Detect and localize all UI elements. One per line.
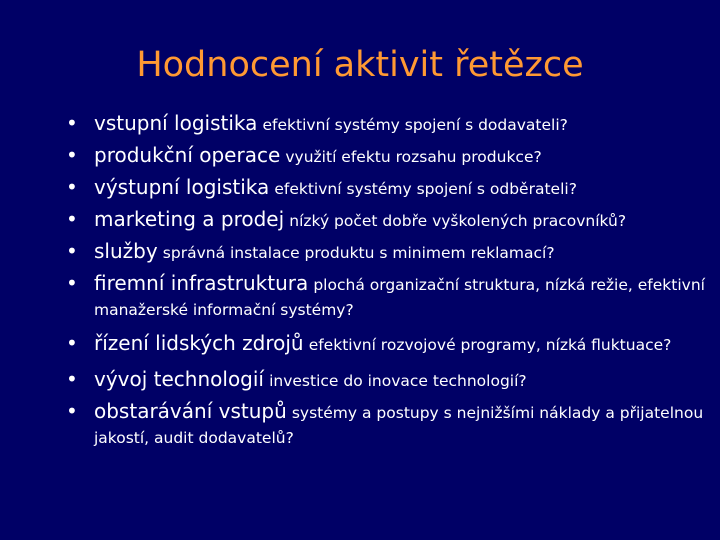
bullet-icon: •	[66, 239, 78, 263]
bullet-heading: vývoj technologií	[94, 367, 264, 391]
bullet-item-sluzby	[66, 236, 706, 268]
bullet-heading: služby	[94, 239, 158, 263]
bullet-icon: •	[66, 271, 78, 295]
bullet-heading: řízení lidských zdrojů	[94, 331, 304, 355]
bullet-item-produkcni-operace	[66, 140, 706, 172]
bullet-item-obstaravani-vstupu	[66, 396, 706, 450]
bullet-item-firemni-infrastruktura	[66, 268, 706, 322]
bullet-heading: výstupní logistika	[94, 175, 270, 199]
bullet-description: využití efektu rozsahu produkce?	[285, 148, 542, 166]
bullet-icon: •	[66, 331, 78, 355]
bullet-description: systémy a postupy s nejnižšími náklady a přijatelnou jakostí, audit dodavatelů?	[94, 404, 704, 447]
bullet-item-marketing-a-prodej	[66, 204, 706, 236]
bullet-description: správná instalace produktu s minimem reklamací?	[162, 244, 555, 262]
bullet-description: nízký počet dobře vyškolených pracovníků?	[289, 212, 627, 230]
bullet-heading: marketing a prodej	[94, 207, 285, 231]
bullet-description: efektivní systémy spojení s dodavateli?	[262, 116, 568, 134]
bullet-list	[66, 108, 706, 450]
bullet-heading: firemní infrastruktura	[94, 271, 309, 295]
bullet-item-vystupni-logistika	[66, 172, 706, 204]
bullet-icon: •	[66, 399, 78, 423]
slide-title: Hodnocení aktivit řetězce	[136, 45, 584, 85]
bullet-icon: •	[66, 143, 78, 167]
bullet-icon: •	[66, 175, 78, 199]
bullet-item-vyvoj-technologii	[66, 364, 706, 396]
bullet-heading: produkční operace	[94, 143, 281, 167]
bullet-icon: •	[66, 207, 78, 231]
bullet-icon: •	[66, 367, 78, 391]
bullet-description: plochá organizační struktura, nízká režie, efektivní manažerské informační systémy?	[94, 276, 705, 319]
bullet-description: efektivní rozvojové programy, nízká fluktuace?	[308, 336, 672, 354]
bullet-description: efektivní systémy spojení s odběrateli?	[274, 180, 577, 198]
bullet-icon: •	[66, 111, 78, 135]
bullet-heading: vstupní logistika	[94, 111, 258, 135]
bullet-item-rizeni-lidskych-zdroju	[66, 328, 706, 358]
bullet-heading: obstarávání vstupů	[94, 399, 287, 423]
bullet-item-vstupni-logistika	[66, 108, 706, 140]
bullet-description: investice do inovace technologií?	[269, 372, 527, 390]
